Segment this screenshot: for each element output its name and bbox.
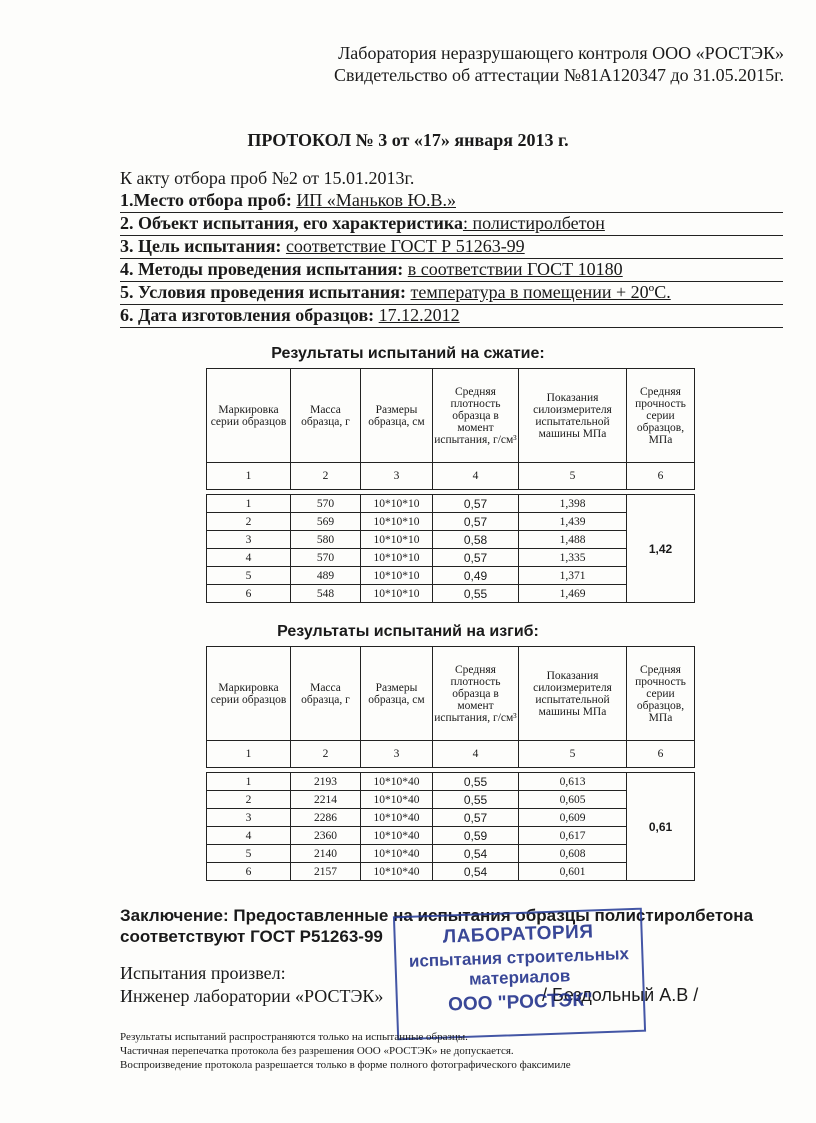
size-cell: 10*10*40 bbox=[361, 863, 433, 881]
field-label: 1.Место отбора проб: bbox=[120, 190, 292, 210]
column-header: Показания силоизмерителя испытательной машины МПа bbox=[519, 369, 627, 463]
mass-cell: 2286 bbox=[291, 809, 361, 827]
reading-cell: 0,609 bbox=[519, 809, 627, 827]
field-value: в соответствии ГОСТ 10180 bbox=[407, 259, 623, 279]
column-number: 1 bbox=[207, 463, 291, 490]
signer-name: / Бездольный А.В / bbox=[542, 985, 699, 1005]
density-cell: 0,49 bbox=[433, 567, 519, 585]
density-cell: 0,57 bbox=[433, 513, 519, 531]
column-header: Маркировка серии образцов bbox=[207, 647, 291, 741]
column-header: Средняя прочность серии образцов, МПа bbox=[627, 647, 695, 741]
density-cell: 0,59 bbox=[433, 827, 519, 845]
density-cell: 0,54 bbox=[433, 845, 519, 863]
column-number-row bbox=[207, 741, 695, 768]
field-value: 17.12.2012 bbox=[378, 305, 460, 325]
stamp-line: ООО "РОСТЭК" bbox=[447, 989, 594, 1016]
table-row bbox=[207, 495, 695, 513]
average-strength-cell: 0,61 bbox=[627, 773, 695, 881]
table-row bbox=[207, 567, 695, 585]
series-cell: 1 bbox=[207, 773, 291, 791]
table-row bbox=[207, 863, 695, 881]
field-sampling-place bbox=[120, 190, 783, 213]
mass-cell: 548 bbox=[291, 585, 361, 603]
table-row bbox=[207, 845, 695, 863]
series-cell: 5 bbox=[207, 845, 291, 863]
series-cell: 1 bbox=[207, 495, 291, 513]
performed-by bbox=[120, 962, 383, 1008]
size-cell: 10*10*10 bbox=[361, 567, 433, 585]
column-number: 3 bbox=[361, 741, 433, 768]
lab-header bbox=[334, 42, 784, 86]
column-number: 1 bbox=[207, 741, 291, 768]
column-header: Средняя плотность образца в момент испытания, г/см³ bbox=[433, 647, 519, 741]
field-label: 2. Объект испытания, его характеристика bbox=[120, 213, 463, 233]
reading-cell: 0,608 bbox=[519, 845, 627, 863]
table-row bbox=[207, 827, 695, 845]
table-row bbox=[207, 549, 695, 567]
field-label: 4. Методы проведения испытания: bbox=[120, 259, 404, 279]
density-cell: 0,55 bbox=[433, 791, 519, 809]
size-cell: 10*10*10 bbox=[361, 531, 433, 549]
engineer-position: Инженер лаборатории «РОСТЭК» bbox=[120, 986, 384, 1006]
series-cell: 2 bbox=[207, 791, 291, 809]
column-number: 4 bbox=[433, 463, 519, 490]
reading-cell: 1,398 bbox=[519, 495, 627, 513]
series-cell: 5 bbox=[207, 567, 291, 585]
field-label: 3. Цель испытания: bbox=[120, 236, 282, 256]
reading-cell: 1,335 bbox=[519, 549, 627, 567]
lab-certificate: Свидетельство об аттестации №81А120347 до 31.05.2015г. bbox=[333, 65, 784, 85]
field-label: 5. Условия проведения испытания: bbox=[120, 282, 407, 302]
stamp-line: испытания строительных bbox=[408, 944, 630, 971]
column-number: 4 bbox=[433, 741, 519, 768]
bending-title: Результаты испытаний на изгиб: bbox=[277, 623, 539, 640]
reading-cell: 0,613 bbox=[519, 773, 627, 791]
reading-cell: 1,439 bbox=[519, 513, 627, 531]
size-cell: 10*10*10 bbox=[361, 549, 433, 567]
field-test-object bbox=[120, 213, 783, 236]
table-row bbox=[207, 531, 695, 549]
table-header-row bbox=[207, 369, 695, 463]
column-number-row bbox=[207, 463, 695, 490]
compression-title: Результаты испытаний на сжатие: bbox=[271, 345, 545, 362]
protocol-title: ПРОТОКОЛ № 3 от «17» января 2013 г. bbox=[247, 130, 569, 150]
table-row bbox=[207, 585, 695, 603]
field-value: температура в помещении + 20ºС. bbox=[410, 282, 671, 302]
table-row bbox=[207, 513, 695, 531]
mass-cell: 489 bbox=[291, 567, 361, 585]
bending-results-table bbox=[206, 646, 695, 881]
table-row bbox=[207, 791, 695, 809]
table-row bbox=[207, 773, 695, 791]
field-manufacture-date bbox=[120, 305, 783, 328]
mass-cell: 580 bbox=[291, 531, 361, 549]
performed-label: Испытания произвел: bbox=[120, 963, 286, 983]
mass-cell: 2360 bbox=[291, 827, 361, 845]
series-cell: 6 bbox=[207, 863, 291, 881]
field-test-purpose bbox=[120, 236, 783, 259]
footer-notes bbox=[120, 1030, 571, 1072]
series-cell: 4 bbox=[207, 549, 291, 567]
size-cell: 10*10*10 bbox=[361, 513, 433, 531]
column-number: 3 bbox=[361, 463, 433, 490]
mass-cell: 569 bbox=[291, 513, 361, 531]
mass-cell: 2214 bbox=[291, 791, 361, 809]
series-cell: 3 bbox=[207, 531, 291, 549]
reading-cell: 1,371 bbox=[519, 567, 627, 585]
reading-cell: 1,488 bbox=[519, 531, 627, 549]
stamp-line: ЛАБОРАТОРИЯ bbox=[442, 921, 594, 948]
column-header: Размеры образца, см bbox=[361, 647, 433, 741]
footer-note: Частичная перепечатка протокола без разрешения ООО «РОСТЭК» не допускается. bbox=[120, 1045, 514, 1057]
average-strength-cell: 1,42 bbox=[627, 495, 695, 603]
mass-cell: 570 bbox=[291, 549, 361, 567]
mass-cell: 570 bbox=[291, 495, 361, 513]
mass-cell: 2193 bbox=[291, 773, 361, 791]
mass-cell: 2157 bbox=[291, 863, 361, 881]
column-header: Масса образца, г bbox=[291, 369, 361, 463]
field-label: 6. Дата изготовления образцов: bbox=[120, 305, 375, 325]
reading-cell: 0,601 bbox=[519, 863, 627, 881]
column-header: Показания силоизмерителя испытательной машины МПа bbox=[519, 647, 627, 741]
density-cell: 0,54 bbox=[433, 863, 519, 881]
column-number: 2 bbox=[291, 741, 361, 768]
act-reference: К акту отбора проб №2 от 15.01.2013г. bbox=[120, 168, 415, 188]
protocol-fields bbox=[120, 190, 783, 328]
reading-cell: 1,469 bbox=[519, 585, 627, 603]
field-value: : полистиролбетон bbox=[462, 213, 605, 233]
series-cell: 3 bbox=[207, 809, 291, 827]
column-number: 6 bbox=[627, 463, 695, 490]
field-value: ИП «Маньков Ю.В.» bbox=[296, 190, 456, 210]
column-header: Маркировка серии образцов bbox=[207, 369, 291, 463]
density-cell: 0,57 bbox=[433, 495, 519, 513]
density-cell: 0,57 bbox=[433, 809, 519, 827]
field-test-conditions bbox=[120, 282, 783, 305]
conclusion-line: соответствуют ГОСТ Р51263-99 bbox=[120, 927, 383, 946]
lab-name: Лаборатория неразрушающего контроля ООО «РОСТЭК» bbox=[338, 43, 784, 63]
reading-cell: 0,605 bbox=[519, 791, 627, 809]
density-cell: 0,57 bbox=[433, 549, 519, 567]
stamp-line: материалов bbox=[468, 966, 571, 989]
field-test-methods bbox=[120, 259, 783, 282]
series-cell: 4 bbox=[207, 827, 291, 845]
series-cell: 2 bbox=[207, 513, 291, 531]
column-number: 2 bbox=[291, 463, 361, 490]
density-cell: 0,58 bbox=[433, 531, 519, 549]
lab-stamp bbox=[393, 908, 646, 1041]
series-cell: 6 bbox=[207, 585, 291, 603]
size-cell: 10*10*40 bbox=[361, 809, 433, 827]
table-header-row bbox=[207, 647, 695, 741]
size-cell: 10*10*40 bbox=[361, 791, 433, 809]
size-cell: 10*10*40 bbox=[361, 827, 433, 845]
size-cell: 10*10*40 bbox=[361, 773, 433, 791]
conclusion-line: Заключение: Предоставленные на испытания образцы полистиролбетона bbox=[120, 906, 754, 925]
column-header: Средняя плотность образца в момент испытания, г/см³ bbox=[433, 369, 519, 463]
column-header: Средняя прочность серии образцов, МПа bbox=[627, 369, 695, 463]
mass-cell: 2140 bbox=[291, 845, 361, 863]
column-header: Размеры образца, см bbox=[361, 369, 433, 463]
density-cell: 0,55 bbox=[433, 585, 519, 603]
column-number: 6 bbox=[627, 741, 695, 768]
density-cell: 0,55 bbox=[433, 773, 519, 791]
column-number: 5 bbox=[519, 463, 627, 490]
size-cell: 10*10*40 bbox=[361, 845, 433, 863]
field-value: соответствие ГОСТ Р 51263-99 bbox=[285, 236, 525, 256]
compression-results-table bbox=[206, 368, 695, 603]
table-row bbox=[207, 809, 695, 827]
size-cell: 10*10*10 bbox=[361, 495, 433, 513]
size-cell: 10*10*10 bbox=[361, 585, 433, 603]
column-header: Масса образца, г bbox=[291, 647, 361, 741]
column-number: 5 bbox=[519, 741, 627, 768]
footer-note: Воспроизведение протокола разрешается только в форме полного фотографического факсимиле bbox=[120, 1059, 571, 1071]
reading-cell: 0,617 bbox=[519, 827, 627, 845]
footer-note: Результаты испытаний распространяются только на испытанные образцы. bbox=[120, 1031, 468, 1043]
